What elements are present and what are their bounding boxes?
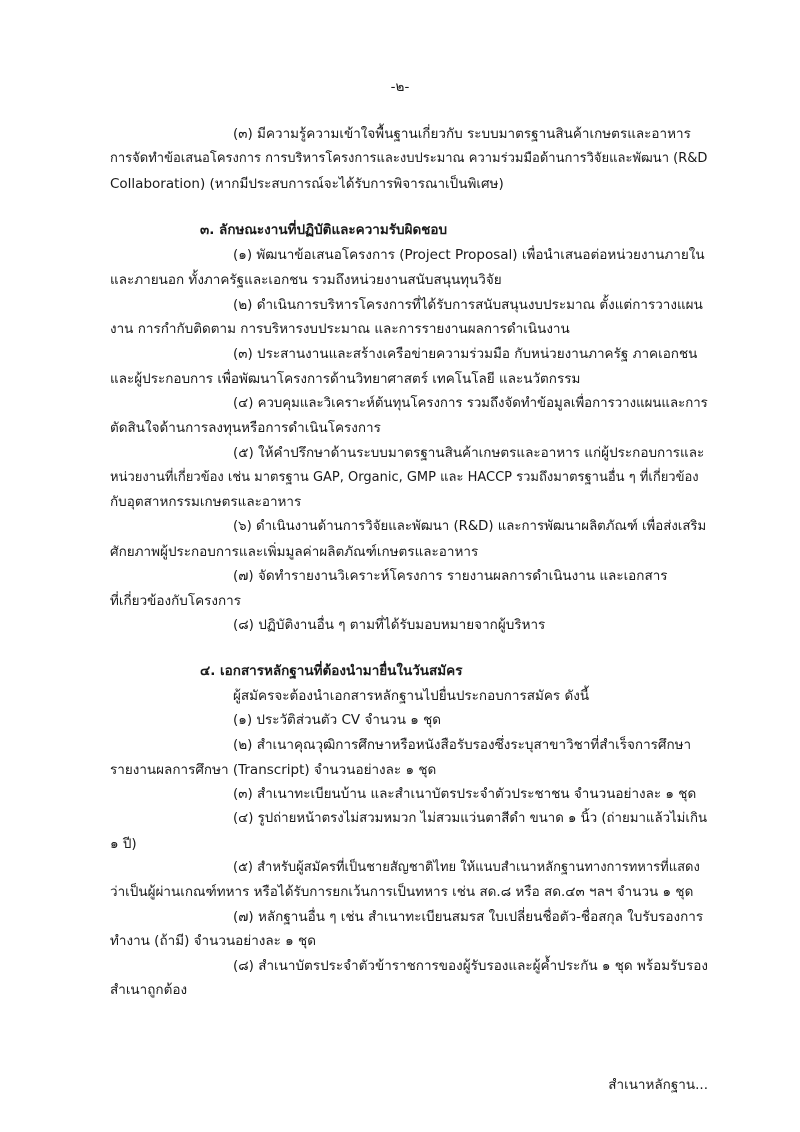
section-3-line: (๕) ให้คำปรึกษาด้านระบบมาตรฐานสินค้าเกษตรและอาหาร แก่ผู้ประกอบการและ (233, 445, 705, 461)
section-3-line: (๔) ควบคุมและวิเคราะห์ต้นทุนโครงการ รวมถึงจัดทำข้อมูลเพื่อการวางแผนและการ (233, 396, 708, 411)
section-4-line: (๓) สำเนาทะเบียนบ้าน และสำเนาบัตรประจำตัวประชาชน จำนวนอย่างละ ๑ ชุด (233, 786, 697, 802)
section-4-heading: ๔. เอกสารหลักฐานที่ต้องนำมายื่นในวันสมัคร (200, 663, 463, 679)
section-3-line: (๗) จัดทำรายงานวิเคราะห์โครงการ รายงานผลการดำเนินงาน และเอกสาร (233, 568, 668, 584)
section-3-line: ศักยภาพผู้ประกอบการและเพิ่มมูลค่าผลิตภัณฑ์เกษตรและอาหาร (110, 544, 479, 560)
section-3-line: หน่วยงานที่เกี่ยวข้อง เช่น มาตรฐาน GAP, Organic, GMP และ HACCP รวมถึงมาตรฐานอื่น ๆ ที่เกี่ยวข้อง (110, 470, 699, 485)
section-3-line: (๘) ปฏิบัติงานอื่น ๆ ตามที่ได้รับมอบหมายจากผู้บริหาร (233, 617, 546, 633)
section-4-line: (๒) สำเนาคุณวุฒิการศึกษาหรือหนังสือรับรองซึ่งระบุสาขาวิชาที่สำเร็จการศึกษา (233, 737, 692, 753)
section-4-line: (๗) หลักฐานอื่น ๆ เช่น สำเนาทะเบียนสมรส ใบเปลี่ยนชื่อตัว-ชื่อสกุล ใบรับรองการ (233, 909, 704, 925)
section-3-line: (๒) ดำเนินการบริหารโครงการที่ได้รับการสนับสนุนงบประมาณ ตั้งแต่การวางแผน (233, 297, 703, 313)
intro-line: Collaboration) (หากมีประสบการณ์จะได้รับการพิจารณาเป็นพิเศษ) (110, 176, 504, 192)
section-4-line: ว่าเป็นผู้ผ่านเกณฑ์ทหาร หรือได้รับการยกเว้นการเป็นทหาร เช่น สด.๘ หรือ สด.๔๓ ฯลฯ จำนวน ๑ ชุด (110, 884, 694, 900)
intro-line: การจัดทำข้อเสนอโครงการ การบริหารโครงการและงบประมาณ ความร่วมมือด้านการวิจัยและพัฒนา (R&D (110, 151, 708, 166)
section-4-line: ๑ ปี) (110, 836, 137, 852)
section-3-line: (๖) ดำเนินงานด้านการวิจัยและพัฒนา (R&D) และการพัฒนาผลิตภัณฑ์ เพื่อส่งเสริม (233, 519, 707, 534)
section-4-line: ทำงาน (ถ้ามี) จำนวนอย่างละ ๑ ชุด (110, 933, 316, 949)
section-3-line: และภายนอก ทั้งภาครัฐและเอกชน รวมถึงหน่วยงานสนับสนุนทุนวิจัย (110, 272, 502, 288)
section-3-line: (๓) ประสานงานและสร้างเครือข่ายความร่วมมือ กับหน่วยงานภาครัฐ ภาคเอกชน (233, 346, 698, 362)
section-4-line: (๔) รูปถ่ายหน้าตรงไม่สวมหมวก ไม่สวมแว่นตาสีดำ ขนาด ๑ นิ้ว (ถ่ายมาแล้วไม่เกิน (233, 811, 708, 826)
section-3-heading: ๓. ลักษณะงานที่ปฏิบัติและความรับผิดชอบ (200, 222, 448, 238)
section-3-line: (๑) พัฒนาข้อเสนอโครงการ (Project Proposal) เพื่อนำเสนอต่อหน่วยงานภายใน (233, 247, 705, 263)
section-4-line: (๘) สำเนาบัตรประจำตัวข้าราชการของผู้รับรองและผู้ค้ำประกัน ๑ ชุด พร้อมรับรอง (233, 958, 708, 974)
section-3-line: และผู้ประกอบการ เพื่อพัฒนาโครงการด้านวิทยาศาสตร์ เทคโนโลยี และนวัตกรรม (110, 371, 581, 387)
section-4-line: ผู้สมัครจะต้องนำเอกสารหลักฐานไปยื่นประกอบการสมัคร ดังนี้ (233, 688, 590, 704)
continuation-text: สำเนาหลักฐาน... (608, 1077, 708, 1093)
section-3-line: ที่เกี่ยวข้องกับโครงการ (110, 593, 241, 609)
section-3-line: ตัดสินใจด้านการลงทุนหรือการดำเนินโครงการ (110, 420, 381, 436)
section-3-line: กับอุตสาหกรรมเกษตรและอาหาร (110, 494, 302, 510)
section-4-line: (๕) สำหรับผู้สมัครที่เป็นชายสัญชาติไทย ให้แนบสำเนาหลักฐานทางการทหารที่แสดง (233, 860, 700, 875)
section-4-line: สำเนาถูกต้อง (110, 982, 188, 998)
intro-line: (๓) มีความรู้ความเข้าใจพื้นฐานเกี่ยวกับ ระบบมาตรฐานสินค้าเกษตรและอาหาร (233, 126, 691, 142)
section-3-line: งาน การกำกับติดตาม การบริหารงบประมาณ และการรายงานผลการดำเนินงาน (110, 321, 570, 337)
section-4-line: รายงานผลการศึกษา (Transcript) จำนวนอย่างละ ๑ ชุด (110, 762, 437, 778)
section-4-line: (๑) ประวัติส่วนตัว CV จำนวน ๑ ชุด (233, 712, 442, 728)
page-number: -๒- (390, 79, 410, 95)
